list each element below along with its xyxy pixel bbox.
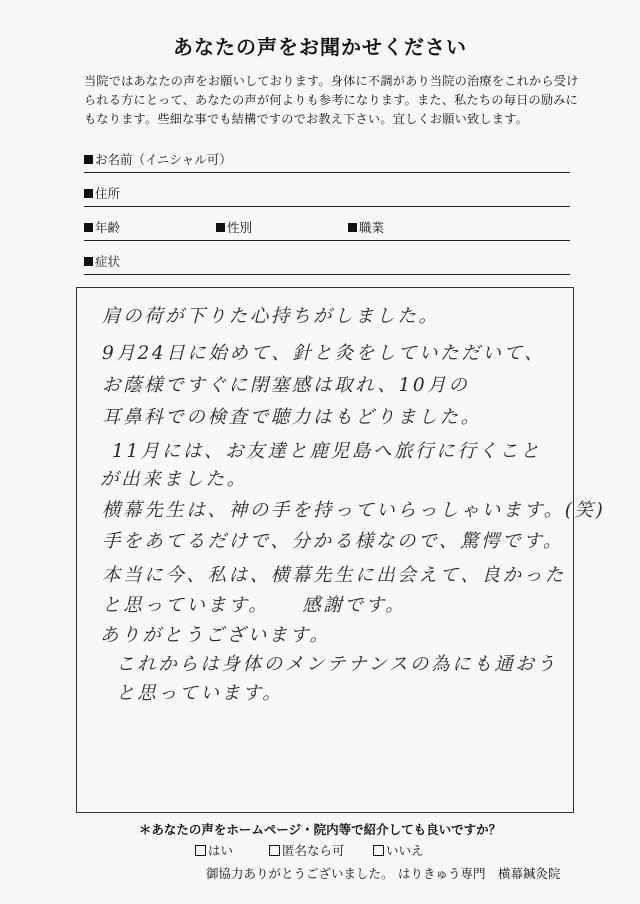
handwritten-line: 9月24日に始めて、針と灸をしていただいて、 (102, 343, 546, 364)
age-label: 年齢 (95, 220, 121, 235)
checkbox-icon[interactable] (373, 845, 384, 856)
square-bullet-icon (84, 223, 93, 232)
square-bullet-icon (84, 189, 93, 198)
handwritten-line: 手をあてるだけで、分かる様なので、驚愕です。 (102, 531, 564, 552)
handwritten-line: と思っています。 (116, 683, 284, 704)
square-bullet-icon (84, 257, 93, 266)
name-label: お名前（イニシャル可） (95, 152, 232, 167)
option-anonymous[interactable] (269, 841, 345, 859)
handwritten-line: と思っています。 感謝です。 (102, 595, 407, 616)
intro-text: 当院ではあなたの声をお願いしております。身体に不調があり当院の治療をこれから受けられる方にとって、あなたの声が何よりも参考になります。また、私たちの毎日の励みにもなります。些細な事でも結構ですのでお教え下さい。宜しくお願い致します。 (84, 74, 579, 126)
option-label: いいえ (386, 843, 424, 858)
consent-question: ＊あなたの声をホームページ・院内等で紹介しても良いですか？ (138, 822, 502, 837)
handwritten-line: が出来ました。 (100, 469, 248, 490)
handwritten-line: 耳鼻科での検査で聴力はもどりました。 (102, 407, 482, 428)
name-field (84, 148, 570, 173)
handwritten-line: ありがとうございます。 (100, 625, 331, 646)
clinic-name: はりきゅう専門 横幕鍼灸院 (398, 866, 561, 881)
gender-label: 性別 (227, 220, 253, 235)
handwritten-line: 11月には、お友達と鹿児島へ旅行に行くこと (112, 441, 542, 462)
option-label: はい (208, 843, 234, 858)
handwritten-line: 本当に今、私は、横幕先生に出会えて、良かった (102, 565, 566, 586)
handwritten-line: これからは身体のメンテナンスの為にも通おう (116, 654, 558, 675)
checkbox-icon[interactable] (195, 845, 206, 856)
address-field (84, 182, 570, 207)
profile-row (84, 216, 570, 241)
square-bullet-icon (348, 223, 357, 232)
address-label: 住所 (95, 186, 121, 201)
option-label: 匿名なら可 (282, 843, 345, 858)
handwritten-line: 横幕先生は、神の手を持っていらっしゃいます。(笑) (102, 500, 606, 521)
checkbox-icon[interactable] (269, 845, 280, 856)
symptoms-label: 症状 (95, 254, 121, 269)
thanks-text: 御協力ありがとうございました。 (206, 866, 394, 881)
occupation-label: 職業 (359, 220, 385, 235)
square-bullet-icon (84, 155, 93, 164)
option-yes[interactable] (195, 841, 233, 859)
handwritten-line: 肩の荷が下りた心持ちがしました。 (102, 306, 440, 327)
handwritten-line: お蔭様ですぐに閉塞感は取れ、10月の (102, 375, 470, 396)
symptoms-field (84, 250, 570, 275)
page-title: あなたの声をお聞かせください (173, 35, 467, 59)
square-bullet-icon (216, 223, 225, 232)
option-no[interactable] (373, 841, 424, 859)
